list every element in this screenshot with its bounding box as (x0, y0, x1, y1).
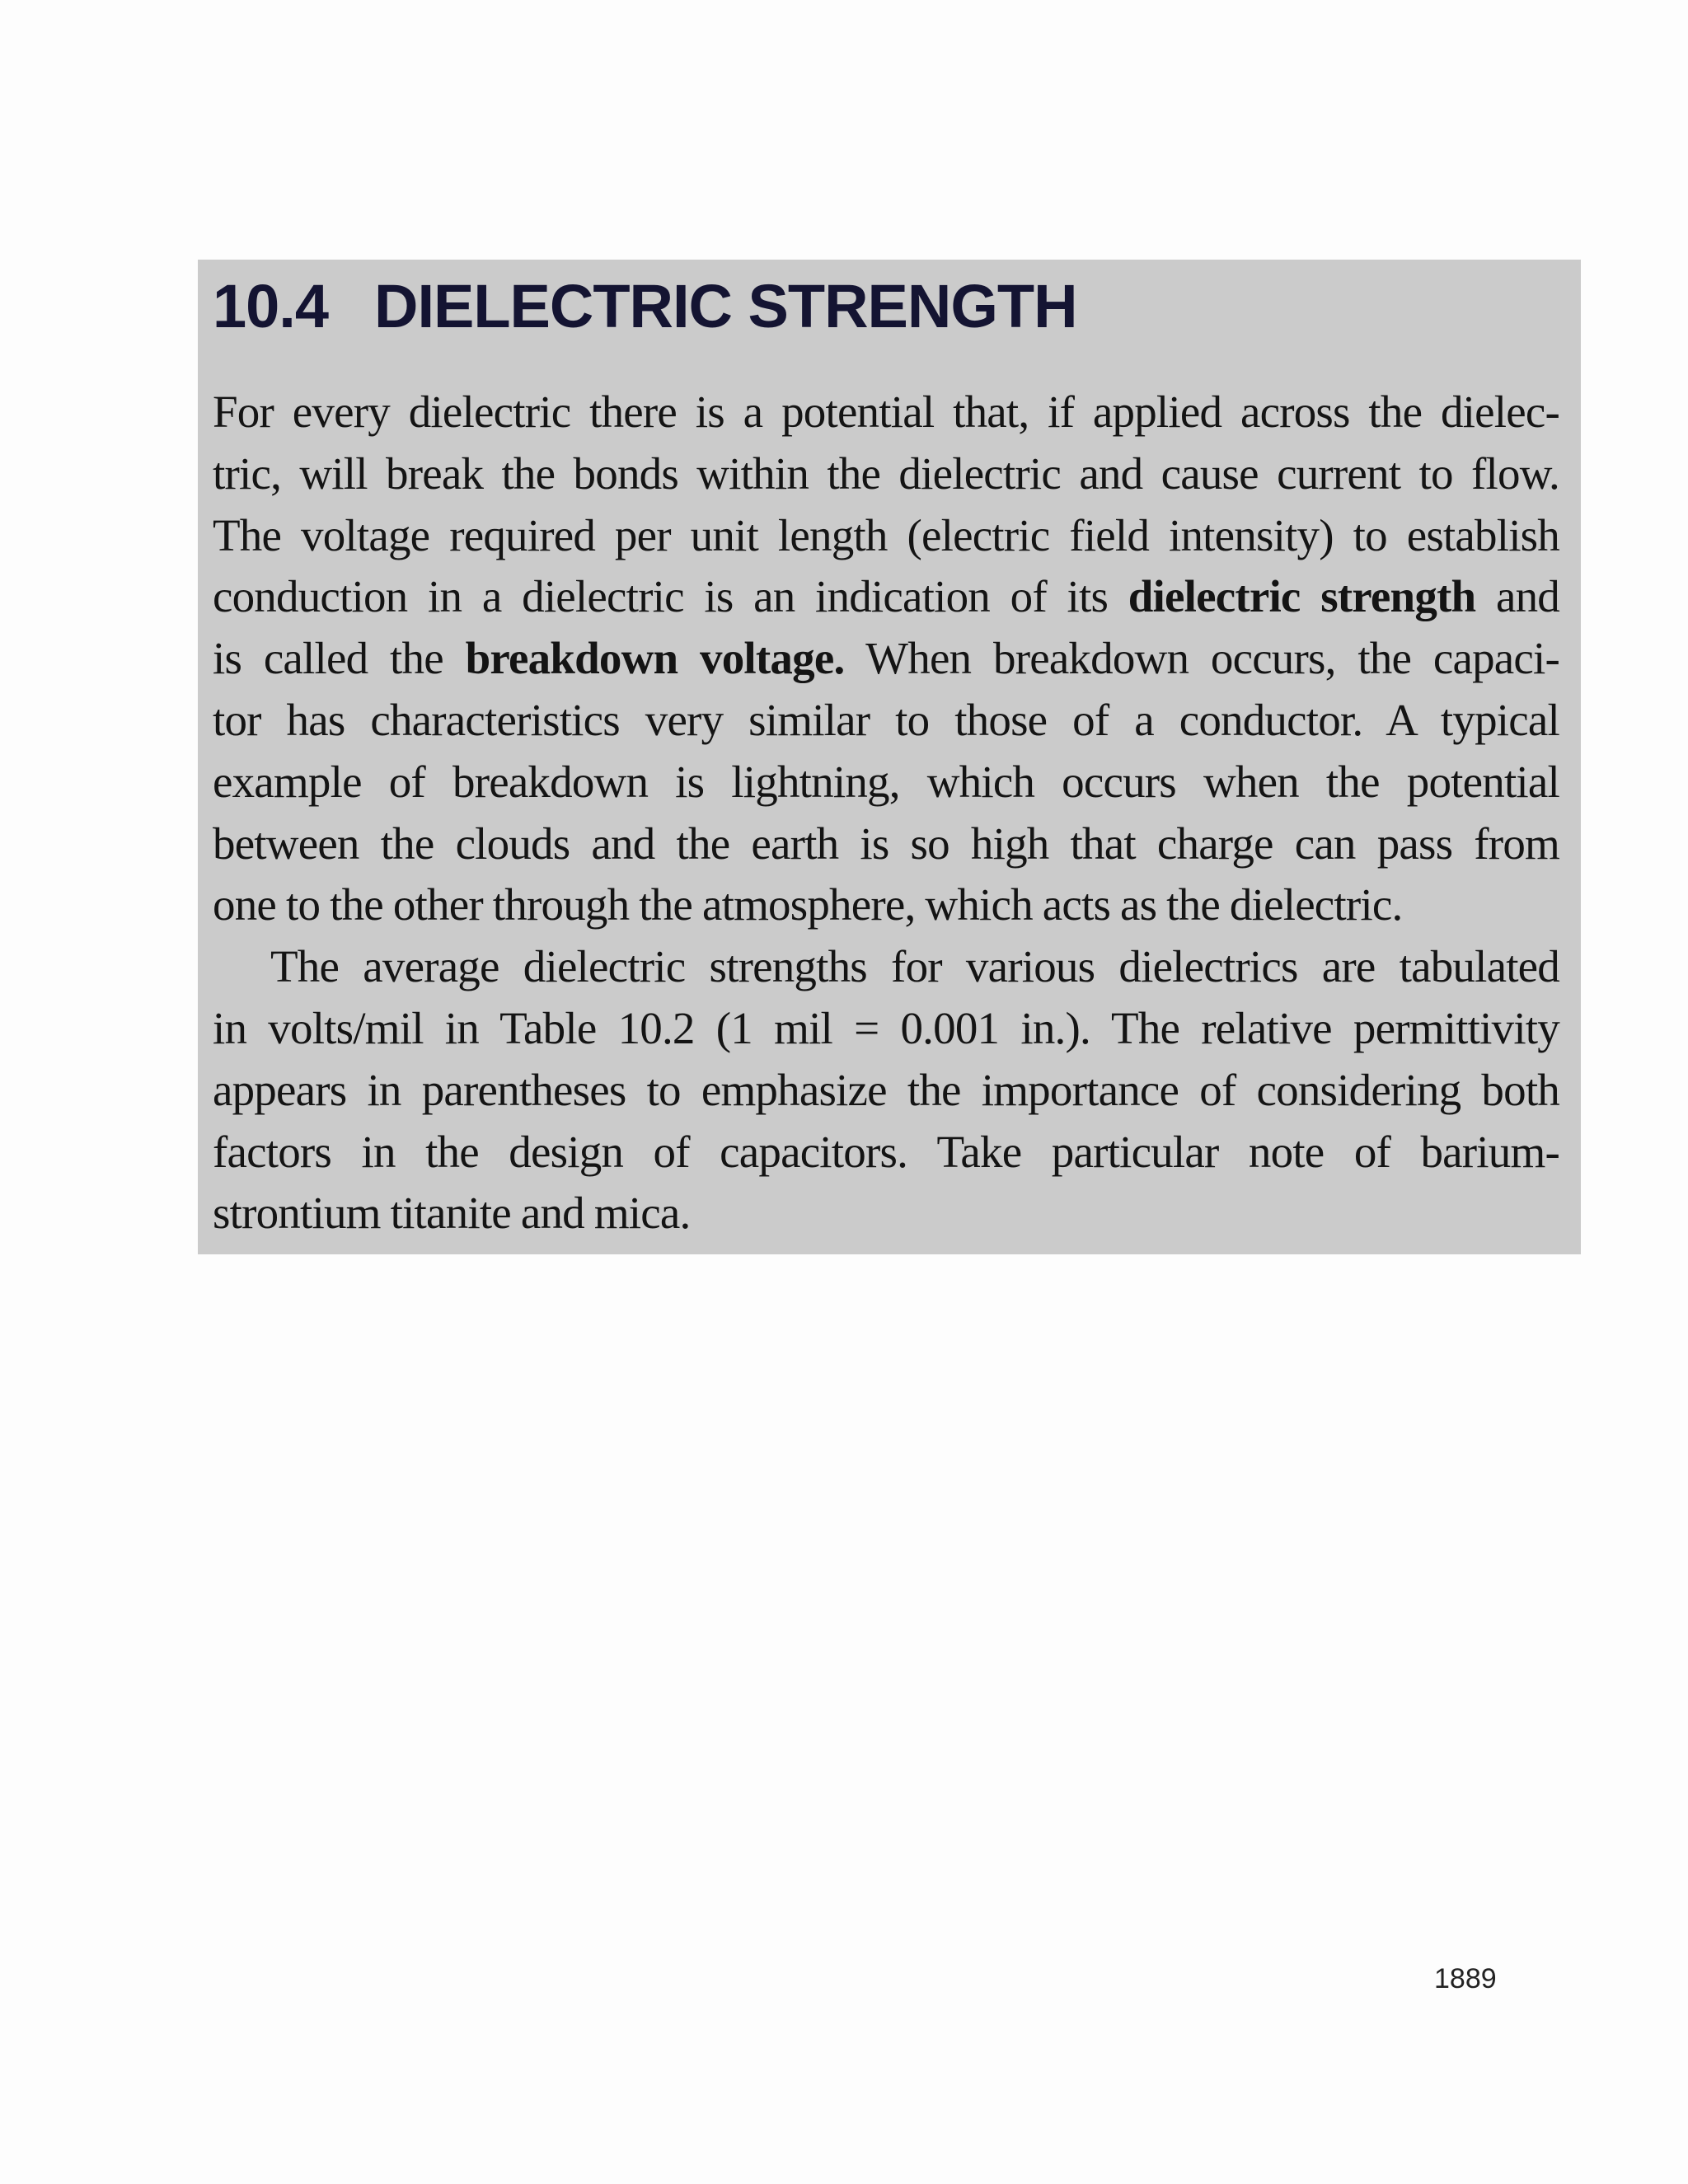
text-line: factors in the design of capacitors. Take particular note of barium- (213, 1126, 1559, 1177)
section-body (213, 382, 1559, 1244)
section-box (198, 260, 1581, 1254)
text-line: tric, will break the bonds within the dielectric and cause current to flow. (213, 448, 1559, 499)
text-line: example of breakdown is lightning, which occurs when the potential (213, 756, 1559, 807)
page-number: 1889 (1434, 1963, 1497, 1994)
text-run: is called the (213, 633, 466, 684)
text-line: The voltage required per unit length (electric field intensity) to establish (213, 509, 1559, 560)
term-breakdown-voltage: breakdown voltage. (465, 633, 845, 684)
text-run: conduction in a dielectric is an indication of its (213, 571, 1128, 622)
text-run: When breakdown occurs, the capaci- (844, 633, 1559, 684)
section-number: 10.4 (213, 272, 329, 340)
text-line: between the clouds and the earth is so high that charge can pass from (213, 818, 1559, 869)
text-line (213, 628, 1559, 690)
text-line: strontium titanite and mica. (213, 1188, 691, 1239)
text-line: tor has characteristics very similar to those of a conductor. A typical (213, 694, 1559, 745)
section-title: DIELECTRIC STRENGTH (374, 272, 1077, 340)
text-line: The average dielectric strengths for various dielectrics are tabulated (270, 941, 1559, 992)
text-line (213, 566, 1559, 628)
section-heading (213, 272, 1077, 340)
text-run: and (1475, 571, 1560, 622)
text-line: For every dielectric there is a potential that, if applied across the dielec- (213, 387, 1559, 437)
text-line: one to the other through the atmosphere, which acts as the dielectric. (213, 879, 1403, 930)
text-line: in volts/mil in Table 10.2 (1 mil = 0.001 in.). The relative permittivity (213, 1002, 1559, 1053)
text-line: appears in parentheses to emphasize the importance of considering both (213, 1064, 1559, 1115)
term-dielectric-strength: dielectric strength (1128, 571, 1476, 622)
